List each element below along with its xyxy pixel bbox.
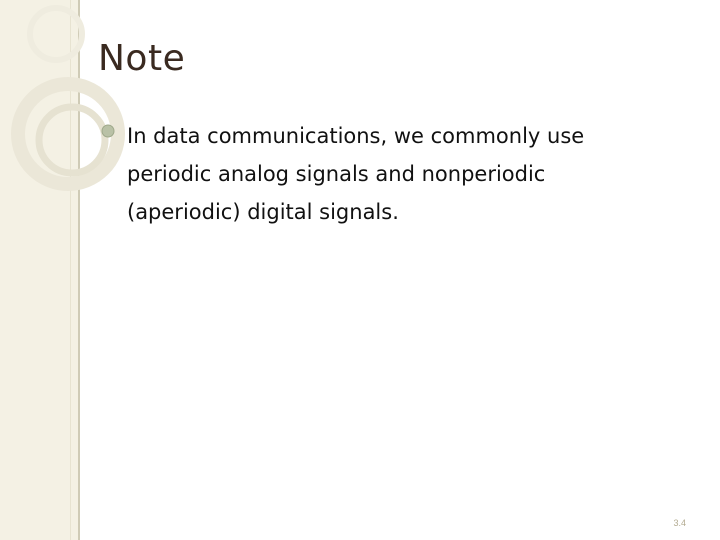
top-ring — [30, 8, 82, 60]
slide-title: Note — [98, 38, 186, 79]
bullet-circle-icon — [100, 123, 116, 139]
bullet-list — [100, 120, 660, 231]
bullet-text: In data communications, we commonly use periodic analog signals and nonperiodic (aperiodic) digital signals. — [127, 124, 585, 224]
slide-number: 3.4 — [673, 518, 686, 528]
bullet-item — [100, 117, 660, 231]
inner-ring — [39, 107, 105, 173]
